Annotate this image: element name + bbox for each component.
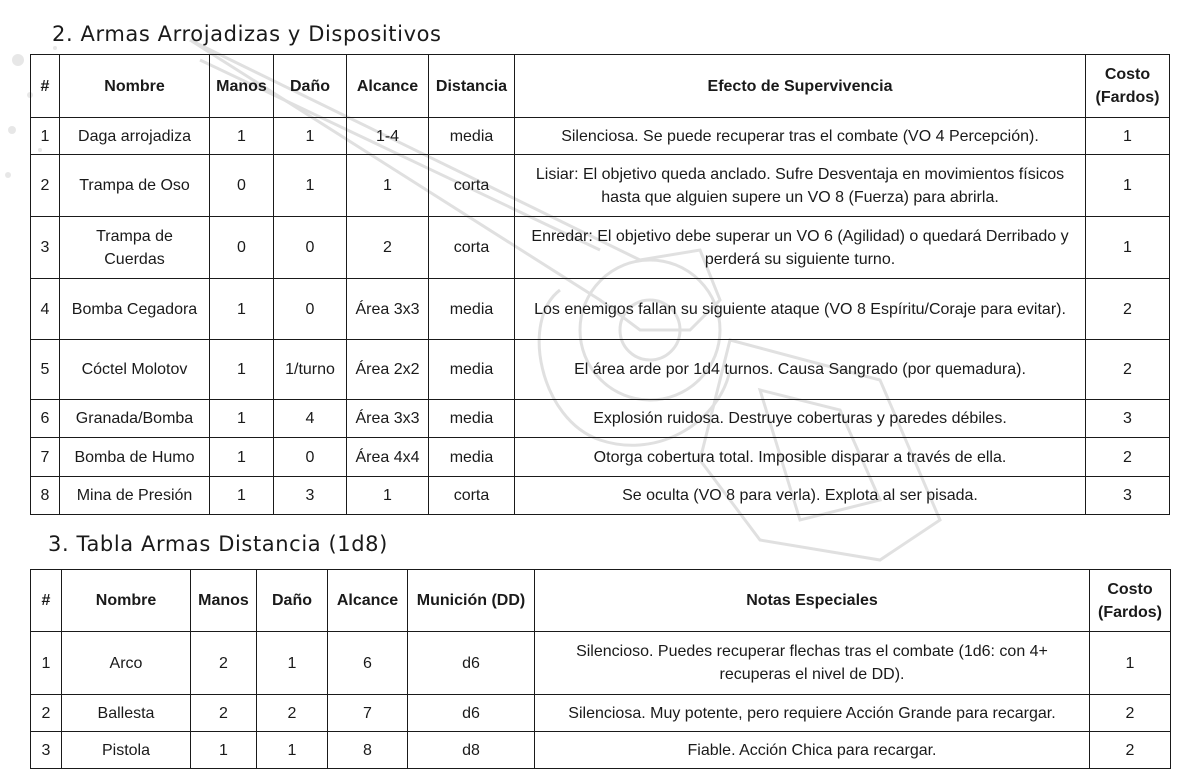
distance-value: media [429, 340, 515, 400]
table-row [31, 695, 1171, 732]
table-row [31, 118, 1170, 155]
weapon-name: Bomba de Humo [60, 438, 210, 477]
reach-value: 8 [328, 732, 408, 769]
col-header-cost: Costo (Fardos) [1090, 570, 1171, 632]
damage-value: 2 [257, 695, 328, 732]
row-number: 1 [31, 118, 60, 155]
notes-text: Silencioso. Puedes recuperar flechas tras el combate (1d6: con 4+ recuperas el nivel de DD). [535, 632, 1090, 695]
hands-value: 1 [210, 400, 274, 438]
damage-value: 1 [257, 632, 328, 695]
col-header-damage: Daño [274, 55, 347, 118]
row-number: 8 [31, 477, 60, 515]
damage-value: 3 [274, 477, 347, 515]
ammo-value: d6 [408, 632, 535, 695]
hands-value: 1 [210, 118, 274, 155]
col-header-damage: Daño [257, 570, 328, 632]
damage-value: 1 [257, 732, 328, 769]
col-header-notes: Notas Especiales [535, 570, 1090, 632]
distance-value: media [429, 400, 515, 438]
col-header-distance: Distancia [429, 55, 515, 118]
weapon-name: Granada/Bomba [60, 400, 210, 438]
col-header-name: Nombre [62, 570, 191, 632]
cost-value: 2 [1090, 732, 1171, 769]
table-row [31, 732, 1171, 769]
table-header-row [31, 55, 1170, 118]
hands-value: 2 [191, 632, 257, 695]
col-header-reach: Alcance [328, 570, 408, 632]
effect-text: Otorga cobertura total. Imposible disparar a través de ella. [515, 438, 1086, 477]
col-header-number: # [31, 55, 60, 118]
ranged-weapons-table [30, 569, 1171, 769]
hands-value: 1 [210, 438, 274, 477]
ammo-value: d6 [408, 695, 535, 732]
distance-value: corta [429, 477, 515, 515]
col-header-name: Nombre [60, 55, 210, 118]
weapon-name: Cóctel Molotov [60, 340, 210, 400]
weapon-name: Ballesta [62, 695, 191, 732]
hands-value: 1 [210, 279, 274, 340]
damage-value: 4 [274, 400, 347, 438]
reach-value: Área 3x3 [347, 279, 429, 340]
weapon-name: Trampa de Oso [60, 155, 210, 217]
table-row [31, 340, 1170, 400]
col-header-ammo: Munición (DD) [408, 570, 535, 632]
reach-value: 1-4 [347, 118, 429, 155]
hands-value: 0 [210, 217, 274, 279]
table-row [31, 217, 1170, 279]
effect-text: Lisiar: El objetivo queda anclado. Sufre Desventaja en movimientos físicos hasta que alguien supere un VO 8 (Fuerza) para abrirla. [515, 155, 1086, 217]
notes-text: Silenciosa. Muy potente, pero requiere Acción Grande para recargar. [535, 695, 1090, 732]
ammo-value: d8 [408, 732, 535, 769]
effect-text: Enredar: El objetivo debe superar un VO 6 (Agilidad) o quedará Derribado y perderá su siguiente turno. [515, 217, 1086, 279]
distance-value: media [429, 438, 515, 477]
effect-text: Explosión ruidosa. Destruye coberturas y paredes débiles. [515, 400, 1086, 438]
row-number: 2 [31, 155, 60, 217]
reach-value: Área 3x3 [347, 400, 429, 438]
table-row [31, 279, 1170, 340]
hands-value: 1 [210, 340, 274, 400]
cost-value: 1 [1086, 155, 1170, 217]
reach-value: 2 [347, 217, 429, 279]
hands-value: 0 [210, 155, 274, 217]
cost-value: 3 [1086, 477, 1170, 515]
reach-value: 7 [328, 695, 408, 732]
damage-value: 1/turno [274, 340, 347, 400]
reach-value: Área 2x2 [347, 340, 429, 400]
table-row [31, 400, 1170, 438]
row-number: 3 [31, 732, 62, 769]
effect-text: Silenciosa. Se puede recuperar tras el combate (VO 4 Percepción). [515, 118, 1086, 155]
section-title-distancia: 3. Tabla Armas Distancia (1d8) [48, 532, 388, 556]
reach-value: 1 [347, 477, 429, 515]
table-header-row [31, 570, 1171, 632]
col-header-reach: Alcance [347, 55, 429, 118]
row-number: 7 [31, 438, 60, 477]
row-number: 5 [31, 340, 60, 400]
weapon-name: Daga arrojadiza [60, 118, 210, 155]
col-header-hands: Manos [191, 570, 257, 632]
col-header-hands: Manos [210, 55, 274, 118]
row-number: 1 [31, 632, 62, 695]
damage-value: 1 [274, 118, 347, 155]
weapon-name: Pistola [62, 732, 191, 769]
reach-value: 1 [347, 155, 429, 217]
table-row [31, 632, 1171, 695]
cost-value: 2 [1086, 279, 1170, 340]
col-header-cost: Costo (Fardos) [1086, 55, 1170, 118]
col-header-effect: Efecto de Supervivencia [515, 55, 1086, 118]
cost-value: 1 [1090, 632, 1171, 695]
cost-value: 3 [1086, 400, 1170, 438]
notes-text: Fiable. Acción Chica para recargar. [535, 732, 1090, 769]
damage-value: 1 [274, 155, 347, 217]
table-row [31, 477, 1170, 515]
effect-text: El área arde por 1d4 turnos. Causa Sangrado (por quemadura). [515, 340, 1086, 400]
distance-value: media [429, 279, 515, 340]
table-row [31, 155, 1170, 217]
row-number: 4 [31, 279, 60, 340]
row-number: 3 [31, 217, 60, 279]
effect-text: Los enemigos fallan su siguiente ataque (VO 8 Espíritu/Coraje para evitar). [515, 279, 1086, 340]
damage-value: 0 [274, 279, 347, 340]
section-title-arrojadizas: 2. Armas Arrojadizas y Dispositivos [52, 22, 442, 46]
cost-value: 2 [1086, 438, 1170, 477]
table-row [31, 438, 1170, 477]
weapon-name: Trampa de Cuerdas [60, 217, 210, 279]
hands-value: 2 [191, 695, 257, 732]
distance-value: corta [429, 155, 515, 217]
effect-text: Se oculta (VO 8 para verla). Explota al ser pisada. [515, 477, 1086, 515]
col-header-number: # [31, 570, 62, 632]
cost-value: 1 [1086, 118, 1170, 155]
reach-value: 6 [328, 632, 408, 695]
damage-value: 0 [274, 217, 347, 279]
reach-value: Área 4x4 [347, 438, 429, 477]
cost-value: 2 [1086, 340, 1170, 400]
row-number: 6 [31, 400, 60, 438]
cost-value: 1 [1086, 217, 1170, 279]
distance-value: corta [429, 217, 515, 279]
weapon-name: Mina de Presión [60, 477, 210, 515]
damage-value: 0 [274, 438, 347, 477]
hands-value: 1 [191, 732, 257, 769]
weapon-name: Bomba Cegadora [60, 279, 210, 340]
cost-value: 2 [1090, 695, 1171, 732]
weapon-name: Arco [62, 632, 191, 695]
hands-value: 1 [210, 477, 274, 515]
throwing-weapons-table [30, 54, 1170, 515]
distance-value: media [429, 118, 515, 155]
row-number: 2 [31, 695, 62, 732]
